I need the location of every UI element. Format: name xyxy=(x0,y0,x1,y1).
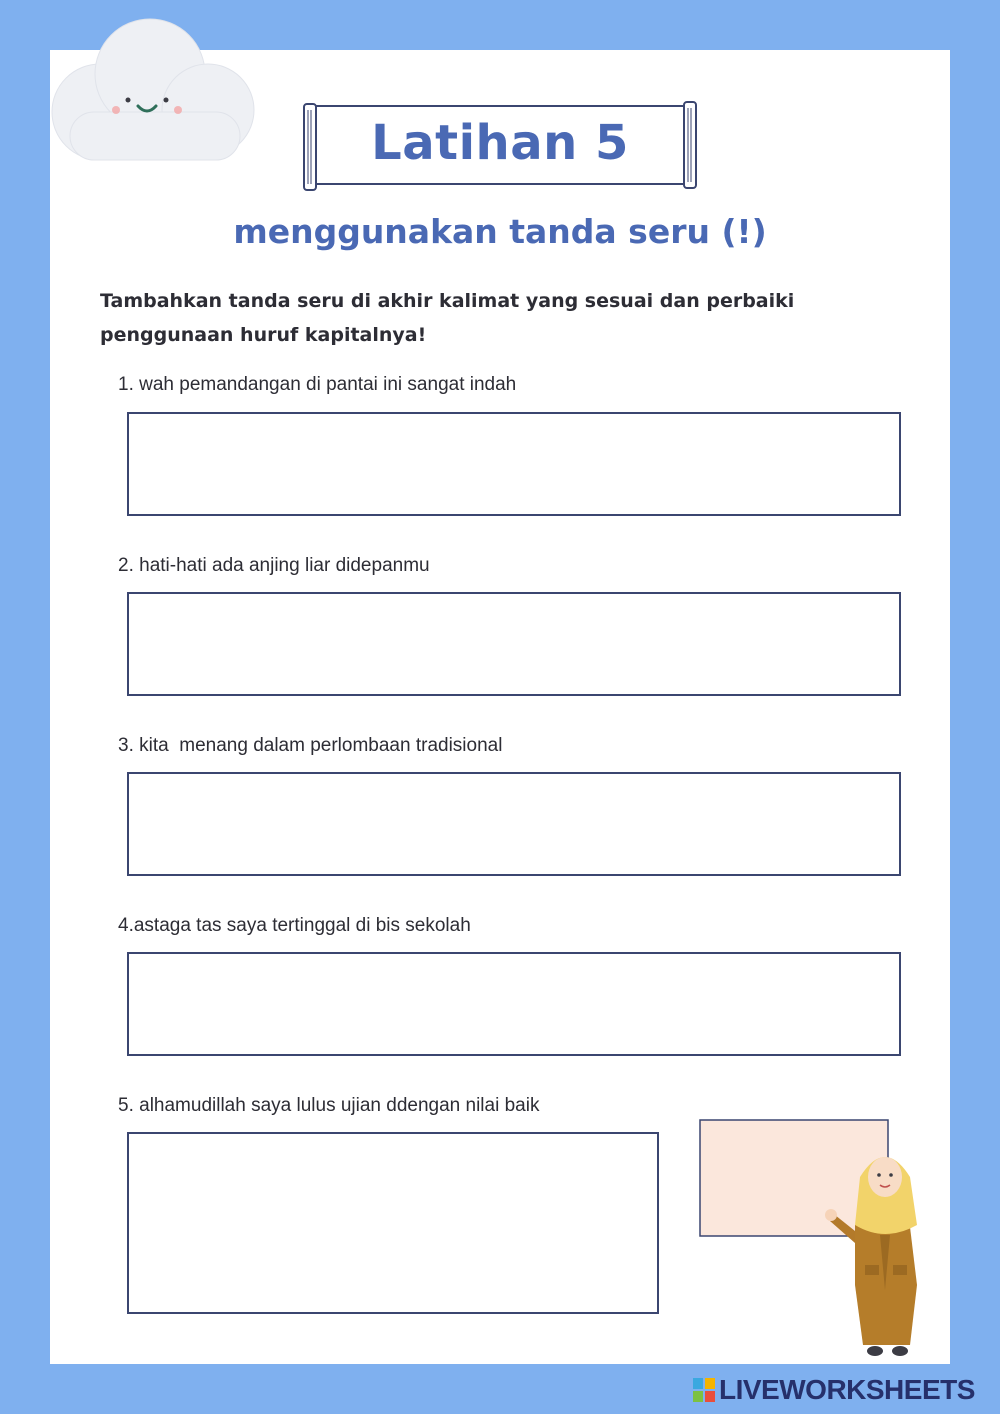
page-title: Latihan 5 xyxy=(371,115,629,171)
cloud-icon xyxy=(30,12,260,172)
liveworksheets-logo-icon xyxy=(693,1378,715,1402)
teacher-illustration xyxy=(695,1115,935,1360)
question-label: 3. kita menang dalam perlombaan tradisional xyxy=(118,735,503,756)
page-subtitle: menggunakan tanda seru (!) xyxy=(233,212,767,251)
question-label: 1. wah pemandangan di pantai ini sangat indah xyxy=(118,374,517,395)
instruction-text: Tambahkan tanda seru di akhir kalimat yang sesuai dan perbaiki penggunaan huruf kapitalnya! xyxy=(100,290,795,346)
answer-box-3[interactable] xyxy=(127,772,901,876)
answer-box-1[interactable] xyxy=(127,412,901,516)
question-label: 4.astaga tas saya tertinggal di bis sekolah xyxy=(118,915,471,936)
answer-box-5[interactable] xyxy=(127,1132,659,1314)
answer-box-4[interactable] xyxy=(127,952,901,1056)
question-label: 5. alhamudillah saya lulus ujian ddengan nilai baik xyxy=(118,1095,540,1116)
answer-box-2[interactable] xyxy=(127,592,901,696)
liveworksheets-brand xyxy=(693,1374,975,1406)
question-label: 2. hati-hati ada anjing liar didepanmu xyxy=(118,555,430,576)
brand-name: LIVEWORKSHEETS xyxy=(719,1374,975,1405)
